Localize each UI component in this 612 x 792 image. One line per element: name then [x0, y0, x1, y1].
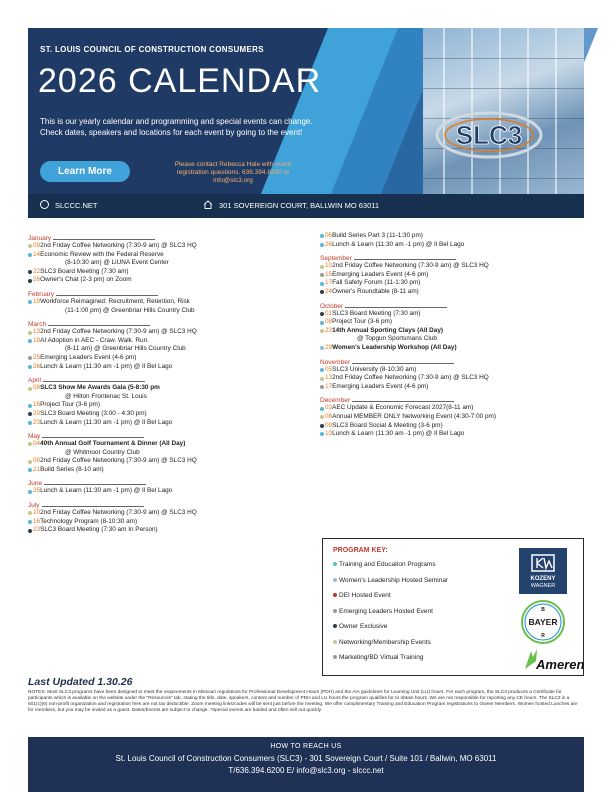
ameren-logo: [519, 647, 585, 673]
event-day: 24: [325, 287, 333, 295]
event-day: 22: [33, 267, 41, 275]
category-dot-icon: [320, 346, 324, 350]
last-updated: Last Updated 1.30.26: [28, 676, 133, 688]
event-title: 14th Annual Sporting Clays (All Day): [332, 326, 444, 334]
event-title: Women's Leadership Workshop (All Day): [332, 343, 457, 351]
month-heading: April: [28, 377, 313, 384]
event-day: 19: [33, 336, 41, 344]
event-item: [320, 271, 584, 280]
program-key-item: Networking/Membership Events: [333, 639, 431, 646]
category-dot-icon: [333, 640, 337, 644]
category-dot-icon: [320, 368, 324, 372]
event-title: Workforce Reimagined: Recruitment, Retention, Risk: [40, 297, 190, 305]
event-day: 26: [325, 240, 333, 248]
category-dot-icon: [28, 442, 32, 446]
program-key-item: Training and Education Programs: [333, 561, 436, 568]
event-day: 08: [325, 412, 333, 420]
event-title: 2nd Friday Coffee Networking (7:30-9 am) @ SLC3 HQ: [332, 262, 489, 270]
month-block: [320, 232, 584, 249]
category-dot-icon: [320, 407, 324, 411]
category-dot-icon: [28, 279, 32, 283]
contact-note: Please contact Rebecca Hale with event registration questions. 636.394.6200 or info@slc3.org: [174, 161, 292, 184]
event-day: 09: [33, 242, 41, 249]
category-dot-icon: [28, 300, 32, 304]
event-title: SLC3 Board Meeting (3:00 - 4:30 pm): [40, 409, 147, 417]
footer-address: St. Louis Council of Construction Consumers (SLC3) - 301 Sovereign Court / Suite 101 / Ballwin, MO 63011: [115, 754, 497, 763]
event-title: Project Tour (3-6 pm): [40, 401, 101, 409]
event-item: [28, 466, 313, 475]
category-dot-icon: [28, 387, 32, 391]
event-day: 13: [325, 374, 333, 382]
house-icon: [203, 200, 213, 209]
event-item: [28, 419, 313, 428]
month-divider: [345, 307, 447, 308]
event-item: [320, 288, 584, 297]
month-block: [28, 377, 313, 427]
category-dot-icon: [28, 270, 32, 274]
event-title: Owner's Chat (2-3 pm) on Zoom: [40, 276, 132, 284]
svg-text:R: R: [541, 633, 545, 639]
event-item: [28, 487, 313, 496]
month-block: [320, 359, 584, 392]
category-dot-icon: [333, 562, 337, 566]
svg-text:Ameren: Ameren: [536, 657, 585, 672]
event-item: [320, 413, 584, 422]
event-item: [320, 430, 584, 439]
event-day: 06: [325, 232, 333, 239]
event-detail: (8-11 am) @ Greenbriar Hills Country Club: [65, 345, 186, 353]
category-dot-icon: [320, 321, 324, 325]
event-day: 03: [325, 404, 333, 412]
learn-more-button[interactable]: Learn More: [40, 161, 130, 182]
event-item: [28, 337, 313, 354]
event-title: 2nd Friday Coffee Networking (7:30-9 am) @ SLC3 HQ: [40, 457, 197, 465]
category-dot-icon: [28, 339, 32, 343]
category-dot-icon: [28, 356, 32, 360]
event-item: [28, 384, 313, 401]
event-day: 25: [33, 353, 41, 361]
event-item: [320, 262, 584, 271]
category-dot-icon: [333, 655, 337, 659]
event-item: [320, 279, 584, 288]
event-title: Emerging Leaders Event (4-6 pm): [332, 270, 429, 278]
event-item: [320, 327, 584, 344]
program-key-item: DEI Hosted Event: [333, 592, 391, 599]
footer-heading: HOW TO REACH US: [270, 743, 342, 750]
category-dot-icon: [28, 253, 32, 257]
category-dot-icon: [320, 432, 324, 436]
event-item: [28, 298, 313, 315]
event-item: [320, 383, 584, 392]
event-item: [28, 457, 313, 466]
event-title: Economic Review with the Federal Reserve: [40, 250, 164, 258]
category-dot-icon: [320, 377, 324, 381]
category-dot-icon: [320, 424, 324, 428]
event-title: 40th Annual Golf Tournament & Dinner (All Day): [40, 440, 186, 448]
event-item: [28, 354, 313, 363]
event-day: 16: [33, 401, 41, 409]
category-dot-icon: [333, 624, 337, 628]
event-item: [320, 374, 584, 383]
event-title: Lunch & Learn (11:30 am -1 pm) @ Il Bel Lago: [40, 487, 173, 495]
category-dot-icon: [333, 578, 337, 582]
category-dot-icon: [320, 282, 324, 286]
month-heading: September: [320, 255, 584, 262]
event-title: SLC3 Board Meeting (7:30 am In Person): [40, 526, 158, 534]
kw-mark-icon: [530, 553, 556, 573]
event-item: [28, 440, 313, 457]
category-dot-icon: [320, 385, 324, 389]
footer: [28, 737, 584, 792]
month-block: [320, 397, 584, 438]
category-dot-icon: [28, 421, 32, 425]
page-title: 2026 CALENDAR: [38, 62, 322, 100]
event-title: Lunch & Learn (11:30 am -1 pm) @ Il Bel Lago: [40, 362, 173, 370]
month-heading: February: [28, 291, 313, 298]
logo-text: SLC3: [455, 120, 523, 150]
event-detail: @ Topgun Sportsmans Club: [357, 335, 437, 343]
event-title: Project Tour (3-6 pm): [332, 318, 393, 326]
event-day: 13: [33, 328, 41, 336]
category-dot-icon: [320, 415, 324, 419]
event-item: [28, 401, 313, 410]
event-day: 16: [33, 517, 41, 525]
event-title: SLC3 Board Meeting (7:30 am): [332, 309, 421, 317]
event-item: [28, 276, 313, 285]
event-title: 2nd Friday Coffee Networking (7:30-9 am) @ SLC3 HQ: [332, 374, 489, 382]
event-day: 09: [325, 421, 333, 429]
svg-text:B: B: [541, 607, 545, 613]
category-dot-icon: [320, 273, 324, 277]
category-dot-icon: [28, 468, 32, 472]
event-day: 20: [33, 409, 41, 417]
month-block: [28, 433, 313, 474]
globe-icon: [40, 200, 49, 209]
event-title: Technology Program (8-10:30 am): [40, 517, 138, 525]
event-day: 01: [325, 309, 333, 317]
event-title: Annual MEMBER ONLY Networking Event (4:30-7:00 pm): [332, 412, 496, 420]
address: 301 SOVEREIGN COURT, BALLWIN MO 63011: [203, 200, 379, 210]
hero-banner: [28, 28, 584, 218]
month-divider: [43, 381, 145, 382]
event-item: [28, 509, 313, 518]
event-item: [320, 318, 584, 327]
month-block: [320, 303, 584, 353]
month-divider: [44, 484, 146, 485]
program-key: [322, 538, 584, 676]
month-divider: [352, 363, 454, 364]
event-detail: @ Whitmoor Country Club: [65, 448, 140, 456]
svg-text:BAYER: BAYER: [528, 617, 558, 627]
month-divider: [48, 325, 150, 326]
event-day: 08: [33, 457, 41, 465]
event-title: SLC3 University (8-10:30 am): [332, 365, 417, 373]
event-title: SLC3 Board Social & Meeting (3-6 pm): [332, 421, 443, 429]
month-heading: December: [320, 397, 584, 404]
category-dot-icon: [28, 365, 32, 369]
category-dot-icon: [320, 243, 324, 247]
event-day: 14: [33, 250, 41, 258]
category-dot-icon: [28, 529, 32, 533]
category-dot-icon: [28, 412, 32, 416]
event-day: 21: [33, 465, 41, 473]
event-item: [28, 268, 313, 277]
event-day: 08: [33, 384, 41, 392]
event-detail: @ Hilton Frontenac St. Louis: [65, 392, 147, 400]
footer-contact: T/636.394.6200 E/ info@slc3.org - slccc.net: [228, 766, 384, 775]
event-title: AEC Update & Economic Forecast 2027(8-11 am): [332, 404, 474, 412]
event-day: 10: [33, 509, 41, 517]
event-day: 08: [325, 318, 333, 326]
event-day: 04: [33, 440, 41, 448]
category-dot-icon: [28, 404, 32, 408]
category-dot-icon: [28, 490, 32, 494]
event-title: Build Series (8-10 am): [40, 465, 104, 473]
month-heading: June: [28, 480, 313, 487]
event-title: AI Adoption in AEC - Craw. Walk. Run.: [40, 336, 149, 344]
event-item: [320, 366, 584, 375]
program-key-item: Owner Exclusive: [333, 623, 387, 630]
event-day: 26: [33, 362, 41, 370]
event-day: 19: [33, 297, 41, 305]
event-detail: (11-1:00 pm) @ Greenbriar Hills Country Club: [65, 306, 195, 314]
event-item: [320, 422, 584, 431]
bayer-logo: [519, 599, 567, 645]
event-day: 29: [325, 343, 333, 351]
event-title: Lunch & Learn (11:30 am -1 pm) @ Il Bel Lago: [40, 418, 173, 426]
org-name: ST. LOUIS COUNCIL OF CONSTRUCTION CONSUMERS: [40, 45, 264, 54]
event-title: Fall Safety Forum (11-1:30 pm): [332, 279, 421, 287]
event-item: [28, 363, 313, 372]
month-block: [28, 291, 313, 315]
event-title: 2nd Friday Coffee Networking (7:30-9 am) @ SLC3 HQ: [40, 509, 197, 517]
month-heading: July: [28, 502, 313, 509]
event-title: SLC3 Board Meeting (7:30 am): [40, 267, 129, 275]
event-day: 10: [325, 262, 333, 270]
month-heading: November: [320, 359, 584, 366]
calendar-description: This is our yearly calendar and programming and special events can change. Check dates, speakers and locations for each event by going to the event!: [40, 117, 313, 137]
event-title: 2nd Friday Coffee Networking (7:30-9 am) @ SLC3 HQ: [40, 242, 197, 249]
event-item: [320, 232, 584, 241]
event-day: 23: [33, 526, 41, 534]
month-divider: [42, 437, 144, 438]
event-item: [28, 242, 313, 251]
month-divider: [352, 401, 454, 402]
event-day: 23: [33, 418, 41, 426]
event-item: [28, 251, 313, 268]
event-title: Lunch & Learn (11:30 am -1 pm) @ Il Bel Lago: [332, 430, 465, 438]
category-dot-icon: [320, 329, 324, 333]
event-title: Owner's Roundtable (8-11 am): [332, 287, 419, 295]
category-dot-icon: [333, 609, 337, 613]
event-item: [320, 241, 584, 250]
category-dot-icon: [28, 520, 32, 524]
event-item: [320, 344, 584, 353]
month-block: [28, 235, 313, 285]
event-item: [320, 404, 584, 413]
event-item: [28, 526, 313, 535]
event-detail: (8-10:30 am) @ LiUNA Event Center: [65, 259, 169, 267]
category-dot-icon: [28, 331, 32, 335]
event-item: [28, 410, 313, 419]
program-key-item: Emerging Leaders Hosted Event: [333, 608, 433, 615]
month-heading: January: [28, 235, 313, 242]
category-dot-icon: [28, 511, 32, 515]
event-title: SLC3 Show Me Awards Gala (5-8:30 pm: [40, 384, 160, 392]
program-key-item: Women's Leadership Hosted Seminar: [333, 577, 448, 584]
month-block: [320, 255, 584, 296]
category-dot-icon: [28, 460, 32, 464]
event-item: [28, 328, 313, 337]
program-key-title: PROGRAM KEY:: [333, 547, 388, 554]
category-dot-icon: [320, 265, 324, 269]
event-day: 26: [33, 276, 41, 284]
category-dot-icon: [320, 312, 324, 316]
event-title: Lunch & Learn (11:30 am -1 pm) @ Il Bel Lago: [332, 240, 465, 248]
calendar-column-left: [28, 232, 313, 535]
event-title: Build Series Part 3 (11-1:30 pm): [332, 232, 423, 239]
month-block: [28, 480, 313, 496]
month-heading: May: [28, 433, 313, 440]
event-item: [28, 518, 313, 527]
event-day: 25: [33, 487, 41, 495]
month-heading: October: [320, 303, 584, 310]
event-day: 10: [325, 430, 333, 438]
event-day: 17: [325, 279, 333, 287]
event-title: 2nd Friday Coffee Networking (7:30-9 am) @ SLC3 HQ: [40, 328, 197, 336]
kozeny-wagner-logo: KOZENY WAGNER: [519, 548, 567, 594]
event-day: 15: [325, 270, 333, 278]
month-divider: [42, 506, 144, 507]
calendar-column-right: [320, 232, 584, 439]
website-link[interactable]: SLCCC.NET: [40, 200, 98, 210]
event-title: Emerging Leaders Event (4-6 pm): [332, 382, 429, 390]
month-divider: [354, 259, 456, 260]
event-day: 23: [325, 326, 333, 334]
slc3-logo: [433, 108, 545, 162]
category-dot-icon: [320, 290, 324, 294]
notes: NOTES: Most SLC3 programs have been designed to meet the requirements in Missouri regulations for Professional Development Hours (PDH) and the AIA guidelines for Learning Unit (LU) hours. For each program, the SLC3 produces a Certificate for participants which is available on the website under the "Resources" tab, stating the title, date, speakers, content and number of PDH and LU hours the program qualifies for to obtain hours. We are not responsible for reporting any CE hours. The SLC3 is a 501(c)(6) non-profit organization and registration fees are not tax deductible. Zoom meeting links/codes will be sent just before the meeting. We offer complimentary Training and Education Program registrations to Owner Members. Women hosted Lunches are for members, but you may be invited as a guest. Dates/Events are subject to change. *Special events are bolded and often sell out quickly.: [28, 690, 578, 713]
month-block: [28, 502, 313, 535]
category-dot-icon: [28, 244, 32, 248]
event-day: 05: [325, 365, 333, 373]
program-key-item: Marketing/BD Virtual Training: [333, 654, 423, 661]
category-dot-icon: [320, 234, 324, 238]
month-heading: March: [28, 321, 313, 328]
event-day: 17: [325, 382, 333, 390]
month-divider: [53, 239, 155, 240]
category-dot-icon: [333, 593, 337, 597]
event-item: [320, 310, 584, 319]
event-title: Emerging Leaders Event (4-6 pm): [40, 353, 137, 361]
month-block: [28, 321, 313, 371]
month-divider: [56, 295, 158, 296]
